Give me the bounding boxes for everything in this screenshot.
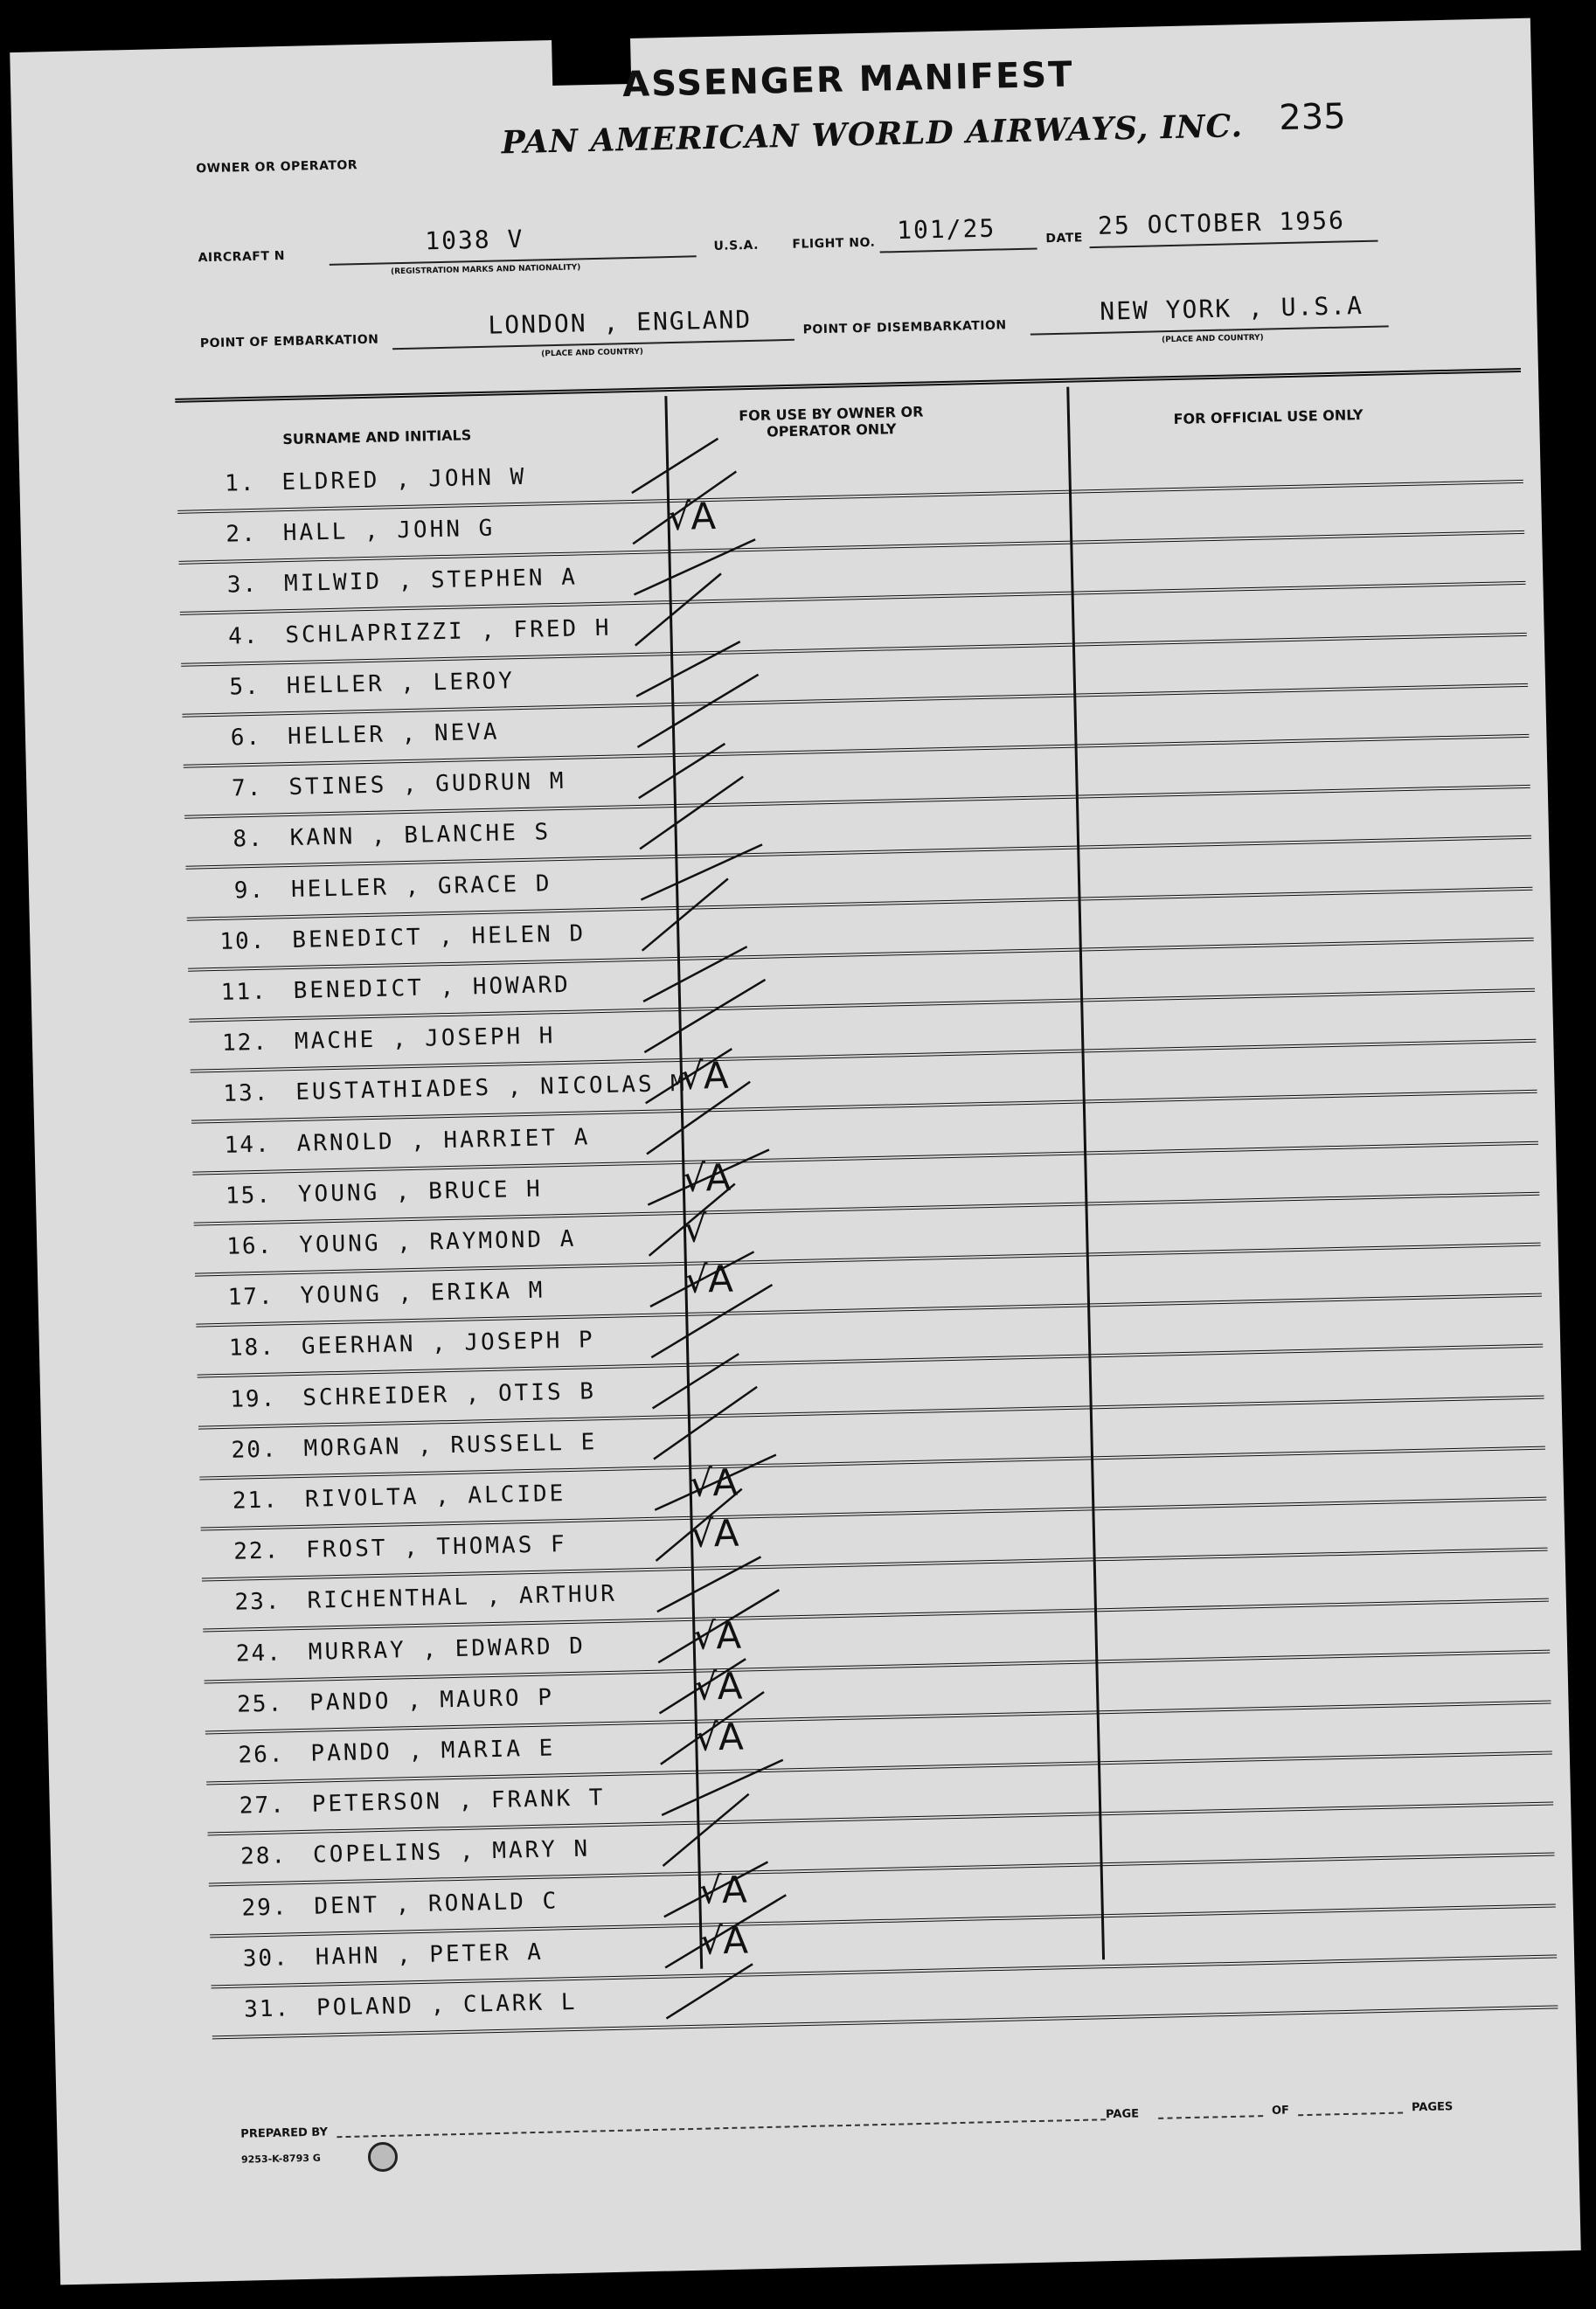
column-header-official-use: FOR OFFICIAL USE ONLY (1173, 406, 1364, 427)
passenger-number: 9. (233, 877, 266, 905)
passenger-number: 25. (236, 1690, 284, 1718)
passenger-number: 15. (225, 1182, 273, 1210)
passenger-name: KANN , BLANCHE S (289, 819, 552, 852)
passenger-number: 14. (224, 1131, 271, 1159)
check-mark: √A (693, 1664, 743, 1709)
check-stroke (654, 1455, 777, 1510)
passenger-number: 18. (228, 1334, 276, 1363)
passenger-number: 22. (232, 1537, 281, 1565)
passenger-name: BENEDICT , HELEN D (292, 920, 586, 953)
of-label: OF (1271, 2104, 1290, 2118)
check-stroke (651, 1354, 739, 1408)
check-mark: √A (698, 1918, 749, 1963)
check-stroke (637, 744, 725, 798)
passenger-name: BENEDICT , HOWARD (293, 971, 572, 1004)
pages-label: PAGES (1411, 2100, 1454, 2115)
passenger-name: MACHE , JOSEPH H (294, 1023, 556, 1056)
check-stroke (643, 980, 767, 1052)
check-stroke (640, 844, 763, 899)
passenger-number: 10. (219, 927, 267, 955)
check-mark: √A (697, 1868, 748, 1912)
check-stroke (649, 1252, 755, 1307)
passenger-number: 30. (242, 1945, 290, 1973)
passenger-number: 17. (227, 1283, 274, 1311)
check-stroke (644, 1049, 732, 1103)
passenger-number: 31. (243, 1995, 291, 2023)
passenger-number: 13. (223, 1080, 270, 1108)
passenger-number: 26. (238, 1741, 285, 1769)
disembarkation-value: NEW YORK , U.S.A (1099, 291, 1364, 326)
check-stroke (641, 878, 730, 950)
check-stroke (648, 1184, 737, 1256)
prepared-by-label: PREPARED BY (240, 2125, 329, 2141)
check-stroke (642, 946, 748, 1002)
check-mark: √A (691, 1613, 742, 1658)
passenger-name: ARNOLD , HARRIET A (296, 1123, 591, 1157)
check-stroke (663, 1895, 788, 1967)
passenger-name: SCHREIDER , OTIS B (302, 1377, 597, 1411)
passenger-name: MURRAY , EDWARD D (308, 1633, 586, 1666)
passenger-number: 3. (226, 572, 259, 599)
aircraft-label: AIRCRAFT N (198, 248, 286, 266)
date-label: DATE (1045, 231, 1084, 246)
passenger-name: COPELINS , MARY N (312, 1835, 591, 1869)
check-mark: √A (689, 1460, 739, 1505)
check-mark: √ (683, 1207, 708, 1251)
page-number: 235 (1278, 96, 1347, 139)
passenger-name: SCHLAPRIZZI , FRED H (285, 614, 612, 648)
page-label: PAGE (1105, 2107, 1140, 2122)
check-stroke (662, 1794, 751, 1866)
check-mark: √A (682, 1155, 732, 1200)
passenger-number: 24. (235, 1640, 283, 1668)
check-mark: √A (679, 1054, 730, 1099)
passenger-number: 16. (226, 1232, 274, 1260)
check-stroke (663, 1862, 768, 1917)
passenger-number: 12. (221, 1029, 269, 1057)
passenger-number: 5. (229, 673, 261, 701)
manifest-sheet (10, 18, 1581, 2285)
passenger-name: DENT , RONALD C (314, 1887, 559, 1920)
date-value: 25 OCTOBER 1956 (1097, 205, 1346, 240)
passenger-number: 27. (239, 1792, 287, 1820)
passenger-name: EUSTATHIADES , NICOLAS M (295, 1071, 688, 1106)
check-stroke (633, 539, 756, 594)
passenger-number: 6. (230, 724, 262, 752)
disembarkation-sub-label: (PLACE AND COUNTRY) (1161, 333, 1264, 345)
usa-label: U.S.A. (713, 238, 760, 253)
passenger-name: STINES , GUDRUN M (288, 768, 566, 801)
passenger-name: MILWID , STEPHEN A (283, 564, 579, 598)
check-stroke (649, 1285, 774, 1357)
passenger-number: 21. (232, 1487, 280, 1515)
passenger-number: 1. (224, 469, 256, 497)
embarkation-value: LONDON , ENGLAND (488, 304, 753, 340)
check-stroke (635, 641, 741, 697)
flight-label: FLIGHT NO. (792, 235, 876, 252)
passenger-name: POLAND , CLARK L (316, 1988, 578, 2021)
embarkation-label: POINT OF EMBARKATION (199, 332, 379, 351)
passenger-name: YOUNG , ERIKA M (300, 1277, 545, 1310)
check-mark: √A (684, 1257, 734, 1302)
check-mark: √A (666, 495, 717, 539)
aircraft-number: 1038 V (424, 224, 524, 256)
passenger-name: PETERSON , FRANK T (311, 1785, 606, 1818)
check-stroke (656, 1557, 762, 1612)
column-header-surname: SURNAME AND INITIALS (282, 426, 472, 448)
check-stroke (647, 1149, 770, 1204)
owner-label: OWNER OR OPERATOR (196, 158, 358, 177)
check-stroke (634, 573, 723, 645)
airline-name: PAN AMERICAN WORLD AIRWAYS, INC. (501, 107, 1244, 162)
passenger-name: MORGAN , RUSSELL E (303, 1429, 598, 1462)
disembarkation-label: POINT OF DISEMBARKATION (802, 318, 1007, 337)
passenger-name: GEERHAN , JOSEPH P (301, 1327, 595, 1361)
check-stroke (630, 439, 718, 493)
passenger-name: RIVOLTA , ALCIDE (304, 1480, 566, 1513)
passenger-name: HELLER , GRACE D (290, 870, 552, 903)
passenger-number: 19. (229, 1385, 277, 1413)
passenger-name: HALL , JOHN G (282, 515, 496, 547)
embarkation-sub-label: (PLACE AND COUNTRY) (541, 347, 644, 359)
check-stroke (656, 1590, 781, 1662)
check-stroke (658, 1659, 746, 1713)
passenger-name: YOUNG , BRUCE H (297, 1175, 544, 1208)
check-stroke (636, 675, 760, 747)
passenger-number: 11. (220, 978, 268, 1006)
manifest-title: ASSENGER MANIFEST (621, 54, 1074, 106)
check-stroke (665, 1964, 753, 2018)
aircraft-sub-label: (REGISTRATION MARKS AND NATIONALITY) (390, 263, 581, 277)
passenger-name: PANDO , MARIA E (310, 1735, 556, 1767)
check-mark: √A (690, 1511, 739, 1557)
check-strokes (10, 18, 1581, 2285)
form-number: 9253-K-8793 G (240, 2152, 321, 2166)
column-header-owner-use: FOR USE BY OWNER OR OPERATOR ONLY (739, 403, 924, 440)
passenger-number: 29. (241, 1893, 288, 1922)
passenger-name: RICHENTHAL , ARTHUR (307, 1581, 618, 1615)
passenger-number: 23. (234, 1588, 281, 1617)
passenger-number: 20. (231, 1436, 278, 1464)
flight-number: 101/25 (896, 213, 996, 246)
passenger-number: 28. (239, 1842, 288, 1870)
passenger-name: PANDO , MAURO P (309, 1684, 555, 1716)
passenger-number: 8. (232, 826, 265, 853)
passenger-name: HELLER , LEROY (286, 667, 516, 699)
check-stroke (655, 1489, 744, 1561)
passenger-name: HAHN , PETER A (315, 1938, 545, 1971)
passenger-name: YOUNG , RAYMOND A (298, 1225, 577, 1259)
check-stroke (661, 1760, 784, 1815)
check-mark: √A (694, 1715, 745, 1759)
passenger-number: 2. (226, 520, 258, 548)
passenger-number: 4. (227, 622, 260, 650)
passenger-number: 7. (231, 774, 263, 802)
passenger-name: HELLER , NEVA (287, 718, 500, 751)
passenger-name: FROST , THOMAS F (305, 1531, 567, 1564)
passenger-name: ELDRED , JOHN W (281, 463, 527, 496)
